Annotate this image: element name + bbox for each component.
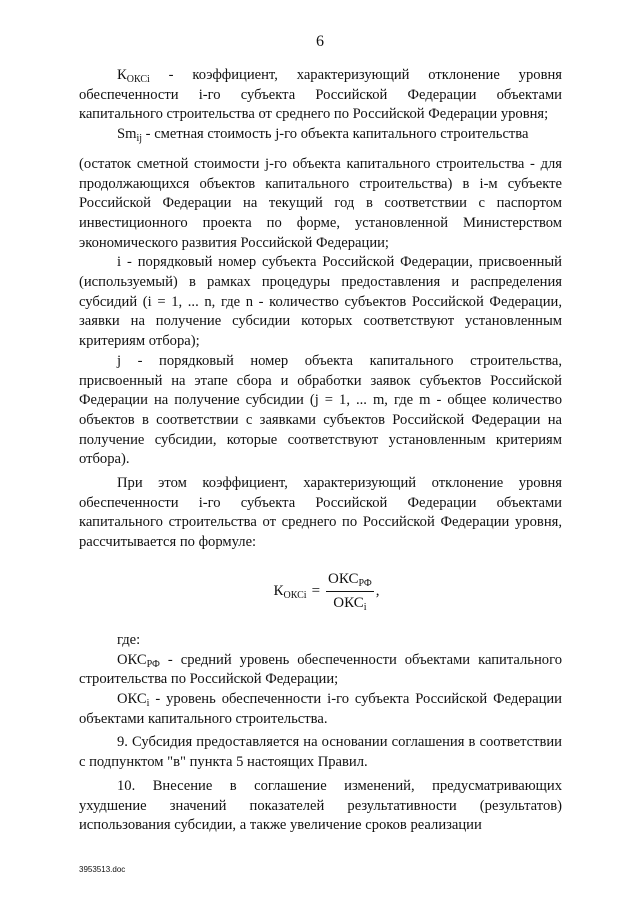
symbol-sm: Sm — [117, 126, 137, 143]
symbol-k: К — [117, 67, 127, 83]
paragraph-text: - сметная стоимость j-го объекта капитального строительства — [142, 126, 529, 143]
formula-numerator: $ОКС_{РФ}$ — [328, 571, 372, 590]
paragraph-oks-i-definition — [79, 690, 562, 729]
paragraph-10: 10. Внесение в соглашение изменений, предусматривающих ухудшение значений показателей результативности (результатов) использования субсидии, а также увеличение сроков реализации — [79, 777, 562, 834]
document-body — [79, 66, 562, 836]
paragraph-j-definition: j - порядковый номер объекта капитального строительства, присвоенный на этапе сбора и обработки заявок субъектов Российской Федерации на получение субсидии (j = 1, ... m, где m - общее количество объектов в соответствии с заявками субъектов Российской Федерации на получение субсидии, которые соответствуют установленным критериям отбора). — [79, 352, 562, 468]
footer-filename: 3953513.doc — [79, 865, 126, 874]
formula-koks — [79, 557, 562, 627]
symbol-oks-rf: ОКС — [117, 651, 147, 668]
paragraph-i-definition: i - порядковый номер субъекта Российской Федерации, присвоенный (используемый) в рамках процедуры предоставления и распределения субсидий (i = 1, ... n, где n - количество субъектов Российской Федерации, заявки на получение субсидии которых соответствуют установленным критериям отбора); — [79, 254, 562, 350]
symbol-oks-i-subscript: i — [146, 697, 150, 709]
symbol-k-subscript: ОКСi — [126, 74, 150, 85]
formula-denominator: $ОКС_i$ — [333, 595, 367, 614]
formula-comma: , — [375, 583, 380, 600]
formula-equals: = — [311, 583, 321, 600]
paragraph-text: - средний уровень обеспеченности объектами капитального строительства по Российской Федерации; — [79, 651, 562, 688]
paragraph-text: - коэффициент, характеризующий отклонение уровня обеспеченности i-го субъекта Российской Федерации объектами капитального строительства от среднего по Российской Федерации уровня; — [79, 67, 562, 123]
paragraph-formula-intro: При этом коэффициент, характеризующий отклонение уровня обеспеченности i-го субъекта Российской Федерации объектами капитального строительства от среднего по Российской Федерации уровня, рассчитывается по формуле: — [79, 475, 562, 551]
paragraph-sm-continuation: (остаток сметной стоимости j-го объекта капитального строительства - для продолжающихся объектов капитального строительства) в i-м субъекте Российской Федерации на текущий год в соответствии с паспортом инвестиционного проекта по форме, установленной Министерством экономического развития Российской Федерации; — [79, 155, 562, 251]
paragraph-9: 9. Субсидия предоставляется на основании соглашения в соответствии с подпунктом "в" пункта 5 настоящих Правил. — [79, 734, 562, 771]
paragraph-sm-definition — [79, 125, 562, 145]
formula-fraction — [326, 570, 374, 613]
paragraph-oks-rf-definition — [79, 651, 562, 690]
symbol-sm-subscript: ij — [136, 133, 143, 145]
symbol-oks-i: ОКС — [117, 690, 147, 707]
formula-lhs: $К_{ОКСi}$ — [273, 583, 307, 602]
page-number: 6 — [316, 33, 324, 50]
paragraph-koefficient-definition — [79, 66, 562, 125]
paragraph-text: - уровень обеспеченности i-го субъекта Российской Федерации объектами капитального строительства. — [79, 690, 562, 727]
paragraph-where: где: — [117, 631, 141, 648]
fraction-bar — [326, 591, 374, 592]
symbol-oks-rf-subscript: РФ — [146, 658, 160, 670]
